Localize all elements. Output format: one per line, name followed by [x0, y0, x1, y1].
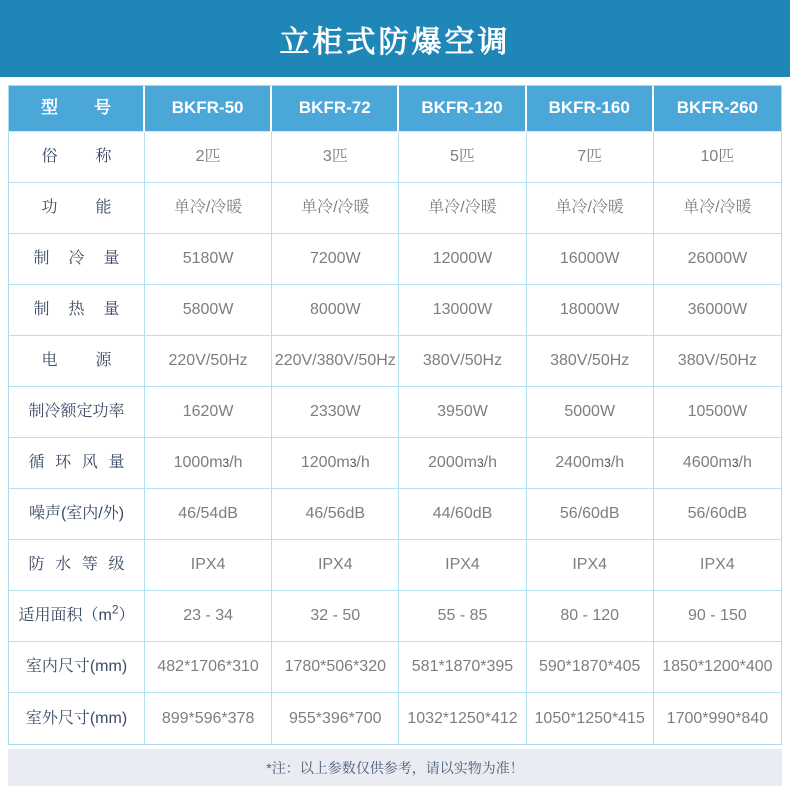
spec-value: IPX4 [399, 540, 526, 591]
spec-value: 5180W [145, 234, 272, 285]
spec-value: 482*1706*310 [145, 642, 272, 693]
spec-value: 2330W [272, 387, 399, 438]
footnote-text: *注：以上参数仅供参考，请以实物为准！ [266, 759, 524, 776]
spec-value: 380V/50Hz [654, 336, 781, 387]
row-label-common-name: 俗称 [9, 132, 145, 183]
spec-value: 单冷/冷暖 [272, 183, 399, 234]
model-row-header: 型号 [9, 86, 145, 132]
row-label-cooling-capacity: 制冷量 [9, 234, 145, 285]
spec-value: 8000W [272, 285, 399, 336]
spec-value: 16000W [527, 234, 654, 285]
spec-value: 1780*506*320 [272, 642, 399, 693]
page-title: 立柜式防爆空调 [279, 25, 511, 59]
spec-value: 899*596*378 [145, 693, 272, 744]
row-label-function: 功能 [9, 183, 145, 234]
row-label-indoor-size: 室内尺寸(mm) [9, 642, 145, 693]
row-label-power-supply: 电源 [9, 336, 145, 387]
spec-value: 1850*1200*400 [654, 642, 781, 693]
row-label-rated-cooling-power: 制冷额定功率 [9, 387, 145, 438]
spec-value: 5800W [145, 285, 272, 336]
spec-value: 1200m 3 /h [272, 438, 399, 489]
spec-value: 46/54dB [145, 489, 272, 540]
spec-value: 2000m 3 /h [399, 438, 526, 489]
spec-value: 3匹 [272, 132, 399, 183]
spec-value: 220V/380V/50Hz [272, 336, 399, 387]
spec-value: 10500W [654, 387, 781, 438]
spec-value: 32 - 50 [272, 591, 399, 642]
spec-value: 56/60dB [527, 489, 654, 540]
spec-value: 4600m 3 /h [654, 438, 781, 489]
spec-value: 220V/50Hz [145, 336, 272, 387]
spec-value: 955*396*700 [272, 693, 399, 744]
spec-value: 80 - 120 [527, 591, 654, 642]
model-header: BKFR-72 [272, 86, 399, 132]
spec-value: 90 - 150 [654, 591, 781, 642]
row-label-waterproof-rating: 防水等级 [9, 540, 145, 591]
model-header: BKFR-50 [145, 86, 272, 132]
spec-value: 23 - 34 [145, 591, 272, 642]
spec-value: 12000W [399, 234, 526, 285]
model-header: BKFR-260 [654, 86, 781, 132]
spec-value: 26000W [654, 234, 781, 285]
spec-value: 46/56dB [272, 489, 399, 540]
row-label-applicable-area: 适用面积$(m^2)$ [9, 591, 145, 642]
row-label-air-circulation: 循环风量 [9, 438, 145, 489]
spec-value: IPX4 [654, 540, 781, 591]
spec-value: 1032*1250*412 [399, 693, 526, 744]
spec-value: 2匹 [145, 132, 272, 183]
spec-value: 13000W [399, 285, 526, 336]
footnote-bar [8, 749, 782, 786]
spec-value: 5匹 [399, 132, 526, 183]
spec-value: 单冷/冷暖 [527, 183, 654, 234]
spec-value: 3950W [399, 387, 526, 438]
spec-value: 7匹 [527, 132, 654, 183]
page-header [0, 0, 790, 77]
spec-value: 5000W [527, 387, 654, 438]
spec-table [8, 85, 782, 745]
spec-value: 10匹 [654, 132, 781, 183]
spec-value: 44/60dB [399, 489, 526, 540]
spec-value: 380V/50Hz [527, 336, 654, 387]
spec-value: 36000W [654, 285, 781, 336]
spec-value: 581*1870*395 [399, 642, 526, 693]
spec-value: IPX4 [272, 540, 399, 591]
spec-value: 590*1870*405 [527, 642, 654, 693]
spec-value: 1050*1250*415 [527, 693, 654, 744]
spec-value: 55 - 85 [399, 591, 526, 642]
spec-value: 单冷/冷暖 [399, 183, 526, 234]
spec-value: IPX4 [527, 540, 654, 591]
spec-value: 单冷/冷暖 [145, 183, 272, 234]
row-label-heating-capacity: 制热量 [9, 285, 145, 336]
spec-value: 7200W [272, 234, 399, 285]
row-label-outdoor-size: 室外尺寸(mm) [9, 693, 145, 744]
spec-value: 单冷/冷暖 [654, 183, 781, 234]
spec-value: 18000W [527, 285, 654, 336]
spec-value: 1700*990*840 [654, 693, 781, 744]
spec-value: 380V/50Hz [399, 336, 526, 387]
spec-value: 1000m 3 /h [145, 438, 272, 489]
spec-value: 1620W [145, 387, 272, 438]
spec-value: 2400m 3 /h [527, 438, 654, 489]
model-header: BKFR-120 [399, 86, 526, 132]
model-header: BKFR-160 [527, 86, 654, 132]
row-label-noise: 噪声(室内/外) [9, 489, 145, 540]
spec-value: IPX4 [145, 540, 272, 591]
spec-value: 56/60dB [654, 489, 781, 540]
